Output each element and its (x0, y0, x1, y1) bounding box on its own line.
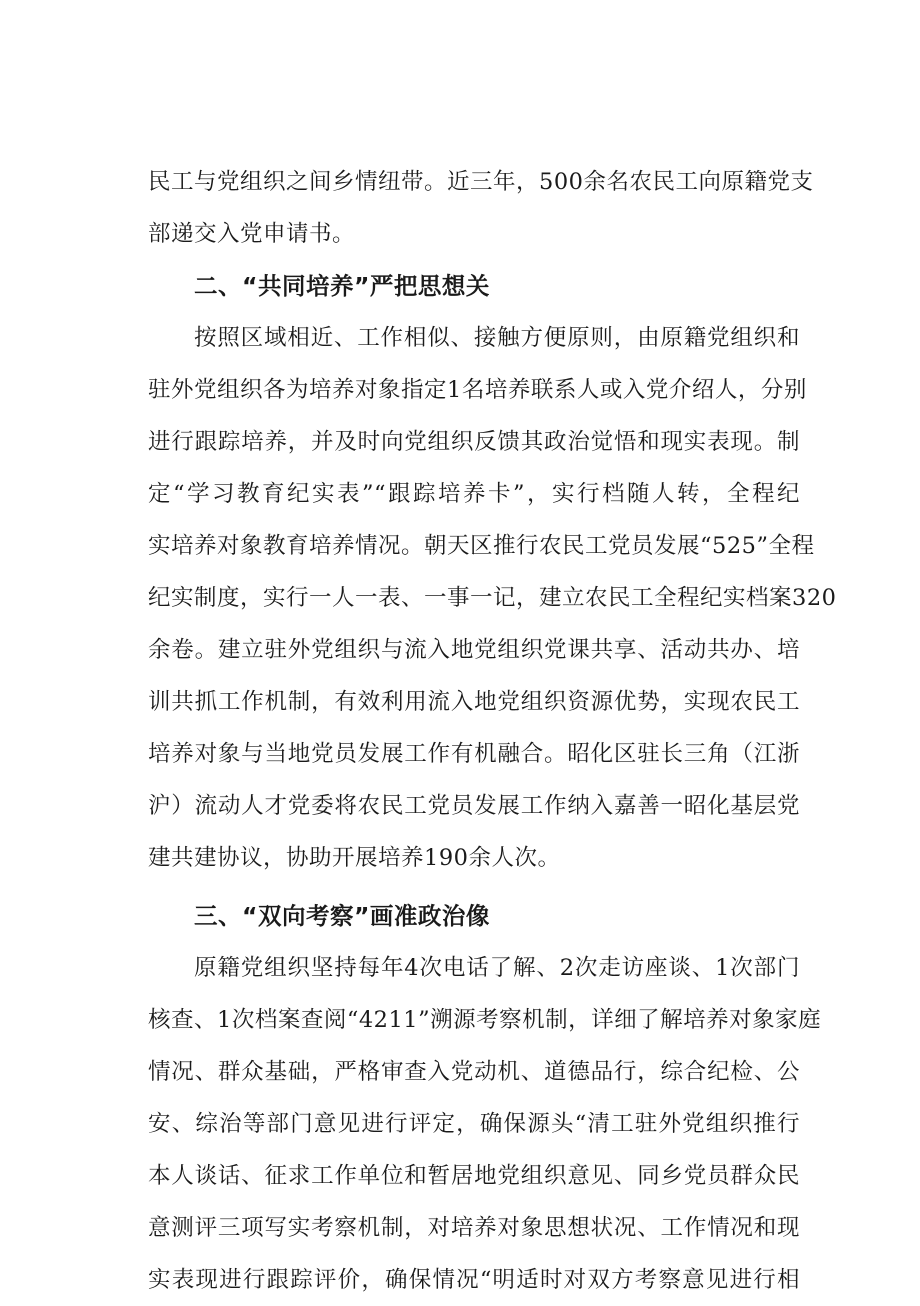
text-line: 实培养对象教育培养情况。朝天区推行农民工党员发展“525”全程 (148, 533, 815, 559)
text-line: 部递交入党申请书。 (148, 221, 356, 247)
text-line: 沪）流动人才党委将农民工党员发展工作纳入嘉善一昭化基层党 (148, 793, 800, 819)
section-3-paragraph (148, 942, 822, 1306)
text-line: 培养对象与当地党员发展工作有机融合。昭化区驻长三角（江浙 (148, 741, 800, 767)
text-line: 建共建协议，协助开展培养190余人次。 (148, 845, 561, 871)
text-line: 纪实制度，实行一人一表、一事一记，建立农民工全程纪实档案320 (148, 585, 837, 611)
text-line: 进行跟踪培养，并及时向党组织反馈其政治觉悟和现实表现。制 (148, 429, 800, 455)
text-line: 实表现进行跟踪评价，确保情况“明适时对双方考察意见进行相 (148, 1267, 800, 1293)
section-heading-2: 二、“共同培养”严把思想关 (194, 272, 490, 300)
intro-paragraph (148, 156, 814, 260)
text-line: 驻外党组织各为培养对象指定1名培养联系人或入党介绍人，分别 (148, 377, 807, 403)
text-line: 原籍党组织坚持每年4次电话了解、2次走访座谈、1次部门 (194, 955, 800, 981)
text-line: 定“学习教育纪实表”“跟踪培养卡”，实行档随人转，全程纪 (148, 481, 800, 507)
text-line: 按照区域相近、工作相似、接触方便原则，由原籍党组织和 (194, 325, 800, 351)
text-line: 情况、群众基础，严格审查入党动机、道德品行，综合纪检、公 (148, 1059, 800, 1085)
document-body (148, 156, 837, 1306)
section-heading-3: 三、“双向考察”画准政治像 (194, 902, 490, 930)
section-2-paragraph (148, 312, 837, 884)
text-line: 训共抓工作机制，有效利用流入地党组织资源优势，实现农民工 (148, 689, 800, 715)
text-line: 余卷。建立驻外党组织与流入地党组织党课共享、活动共办、培 (148, 637, 800, 663)
text-line: 意测评三项写实考察机制，对培养对象思想状况、工作情况和现 (148, 1215, 800, 1241)
text-line: 民工与党组织之间乡情纽带。近三年，500余名农民工向原籍党支 (148, 169, 814, 195)
text-line: 核查、1次档案查阅“4211”溯源考察机制，详细了解培养对象家庭 (148, 1007, 822, 1033)
text-line: 安、综治等部门意见进行评定，确保源头“清工驻外党组织推行 (148, 1111, 800, 1137)
text-line: 本人谈话、征求工作单位和暂居地党组织意见、同乡党员群众民 (148, 1163, 800, 1189)
